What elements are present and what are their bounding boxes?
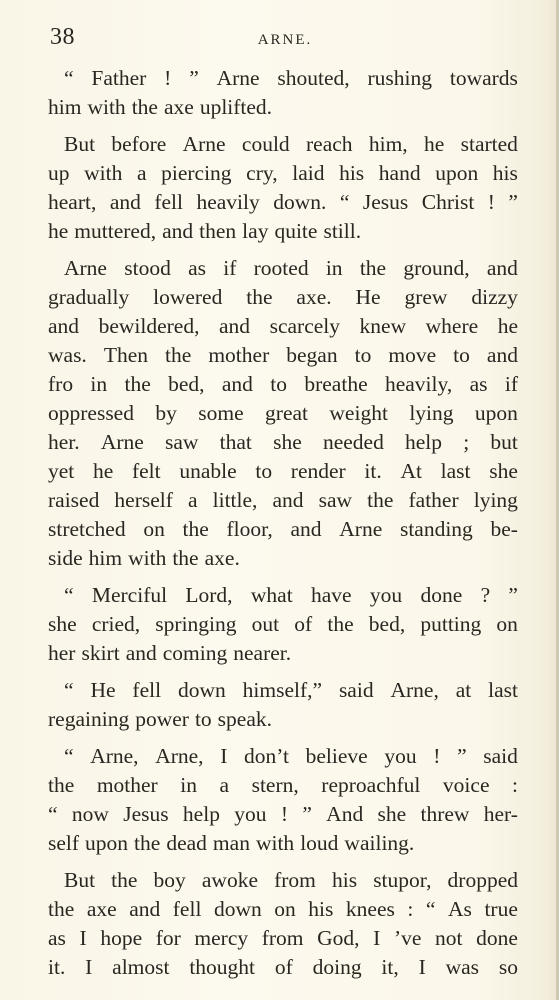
text-line: heart, and fell heavily down. “ Jesus Christ ! ” — [48, 190, 518, 214]
page-number: 38 — [50, 24, 75, 50]
text-line: it. I almost thought of doing it, I was so — [48, 955, 518, 979]
page-header — [50, 24, 520, 54]
text-line: and bewildered, and scarcely knew where he — [48, 314, 518, 338]
text-line: the mother in a stern, reproachful voice : — [48, 773, 518, 797]
text-line: oppressed by some great weight lying upon — [48, 401, 518, 425]
text-line: she cried, springing out of the bed, putting on — [48, 612, 518, 636]
text-line: But before Arne could reach him, he started — [64, 132, 518, 156]
text-line: fro in the bed, and to breathe heavily, as if — [48, 372, 518, 396]
text-line: him with the axe uplifted. — [48, 95, 273, 119]
text-line: “ Merciful Lord, what have you done ? ” — [64, 583, 518, 607]
running-head: ARNE. — [257, 32, 313, 48]
text-line: regaining power to speak. — [48, 707, 272, 731]
text-line: her. Arne saw that she needed help ; but — [48, 430, 518, 454]
text-line: Arne stood as if rooted in the ground, and — [64, 256, 518, 280]
text-line: the axe and fell down on his knees : “ As true — [48, 897, 518, 921]
text-line: “ Arne, Arne, I don’t believe you ! ” said — [64, 744, 518, 768]
text-line: as I hope for mercy from God, I ’ve not done — [48, 926, 518, 950]
text-line: self upon the dead man with loud wailing. — [48, 831, 415, 855]
text-line: side him with the axe. — [48, 546, 240, 570]
text-line: “ Father ! ” Arne shouted, rushing towards — [64, 66, 518, 90]
text-line: gradually lowered the axe. He grew dizzy — [48, 285, 518, 309]
text-line: her skirt and coming nearer. — [48, 641, 292, 665]
text-line: stretched on the floor, and Arne standing be- — [48, 517, 518, 541]
body-text — [48, 64, 518, 982]
text-line: raised herself a little, and saw the father lying — [48, 488, 518, 512]
text-line: “ now Jesus help you ! ” And she threw her- — [48, 802, 518, 826]
text-line: yet he felt unable to render it. At last she — [48, 459, 518, 483]
text-line: up with a piercing cry, laid his hand upon his — [48, 161, 518, 185]
text-line: he muttered, and then lay quite still. — [48, 219, 362, 243]
text-line: was. Then the mother began to move to and — [48, 343, 518, 367]
text-line: But the boy awoke from his stupor, dropped — [64, 868, 518, 892]
text-line: “ He fell down himself,” said Arne, at last — [64, 678, 518, 702]
